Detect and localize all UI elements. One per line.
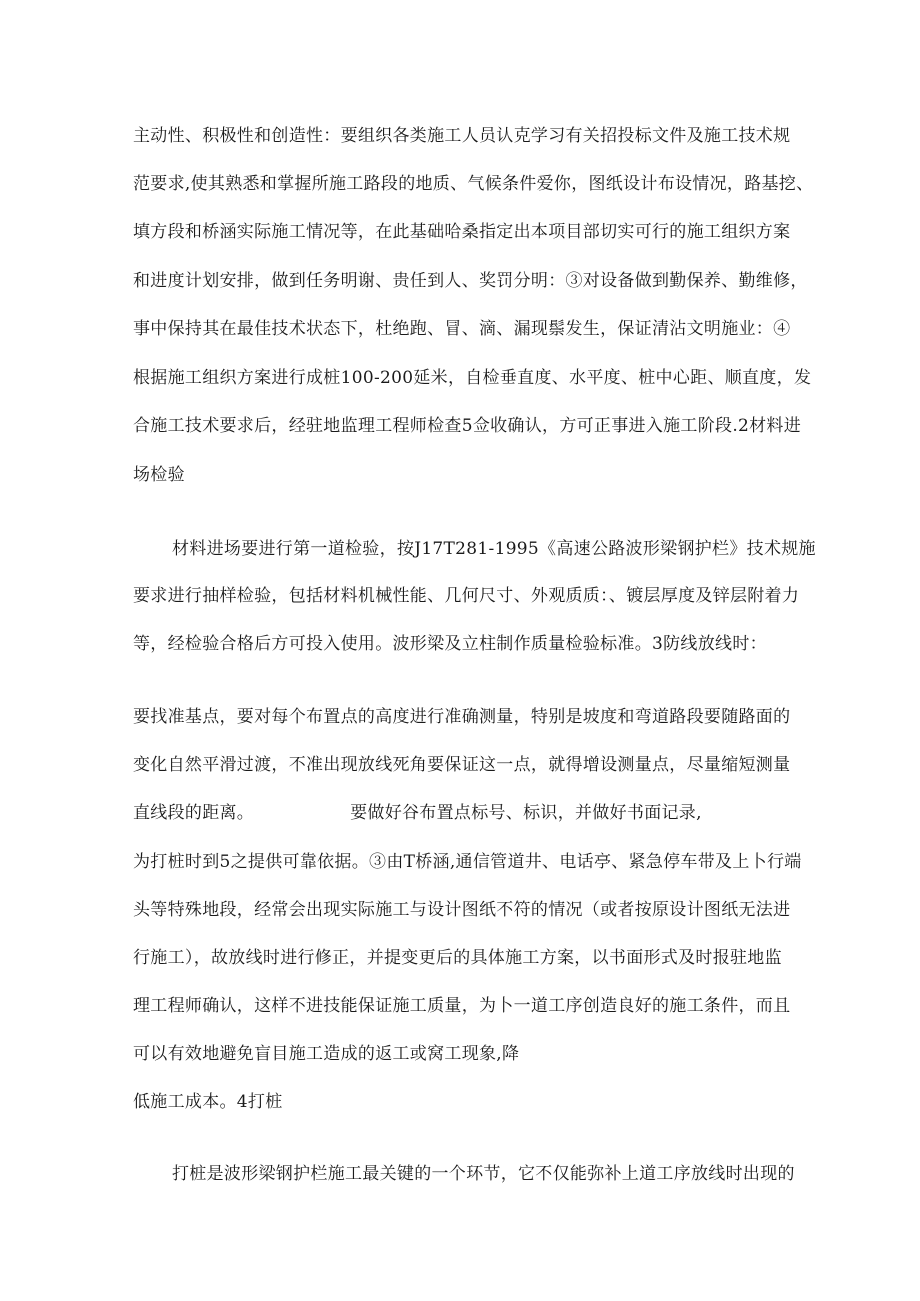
text-segment: 直线段的距离。 — [133, 803, 255, 823]
text-line: 填方段和桥涵实际施工情况等，在此基础哈桑指定出本项目部切实可行的施工组织方案 — [133, 222, 791, 242]
text-line: 理工程师确认，这样不进技能保证施工质量，为卜一道工序创造良好的施工条件，而且 — [133, 996, 791, 1016]
paragraph-start-line: 打桩是波形梁钢护栏施工最关键的一个环节，它不仅能弥补上道工序放线时出现的 — [172, 1164, 795, 1184]
text-line — [133, 802, 702, 824]
text-line: 范要求,使其熟悉和掌握所施工路段的地质、气候条件爱你，图纸设计布设情况，路基挖、 — [133, 174, 814, 194]
paragraph-start-line: 材料进场要进行第一道检验，按J17T281-1995《高速公路波形梁钢护栏》技术规施 — [172, 539, 816, 559]
text-line: 变化自然平滑过渡，不准出现放线死角要保证这一点，就得增设测量点，尽量缩短测量 — [133, 755, 791, 775]
text-line: 等，经检验合格后方可投入使用。波形梁及立柱制作质量检验标准。3防线放线时： — [133, 634, 767, 654]
text-line: 根据施工组织方案进行成桩100-200延米，自检垂直度、水平度、桩中心距、顺直度，发 — [133, 368, 812, 388]
text-line: 低施工成本。4打桩 — [133, 1092, 283, 1112]
text-segment: 要做好谷布置点标号、标识，并做好书面记录, — [350, 803, 702, 823]
text-line: 为打桩时到5之提供可靠依据。③由T桥涵,通信管道井、电话亭、紧急停车带及上卜行端 — [133, 852, 802, 872]
text-line: 主动性、积极性和创造性：要组织各类施工人员认克学习有关招投标文件及施工技术规 — [133, 126, 791, 146]
text-line: 要求进行抽样检验，包括材料机械性能、几何尺寸、外观质质：、镀层厚度及锌层附着力 — [133, 586, 800, 606]
text-line: 合施工技术要求后，经驻地监理工程师检查5佥收确认，方可正事进入施工阶段.2材料进 — [133, 416, 802, 436]
text-line: 头等特殊地段，经常会出现实际施工与设计图纸不符的情况（或者按原设计图纸无法进 — [133, 900, 791, 920]
text-line: 行施工），故放线时进行修正，并提变更后的具体施工方案，以书面形式及时报驻地监 — [133, 948, 782, 968]
text-line: 场检验 — [133, 465, 185, 485]
text-line: 要找准基点，要对每个布置点的高度进行准确测量，特别是坡度和弯道路段要随路面的 — [133, 707, 791, 727]
text-line: 可以有效地避免盲目施工造成的返工或窝工现象,降 — [133, 1044, 520, 1064]
text-line: 和进度计划安排，做到任务明谢、贵任到人、奖罚分明：③对设备做到勤保养、勤维修， — [133, 271, 808, 291]
text-line: 事中保持其在最佳技术状态下，杜绝跑、冒、滴、漏现鬃发生，保证清沾文明施业：④ — [133, 319, 791, 339]
